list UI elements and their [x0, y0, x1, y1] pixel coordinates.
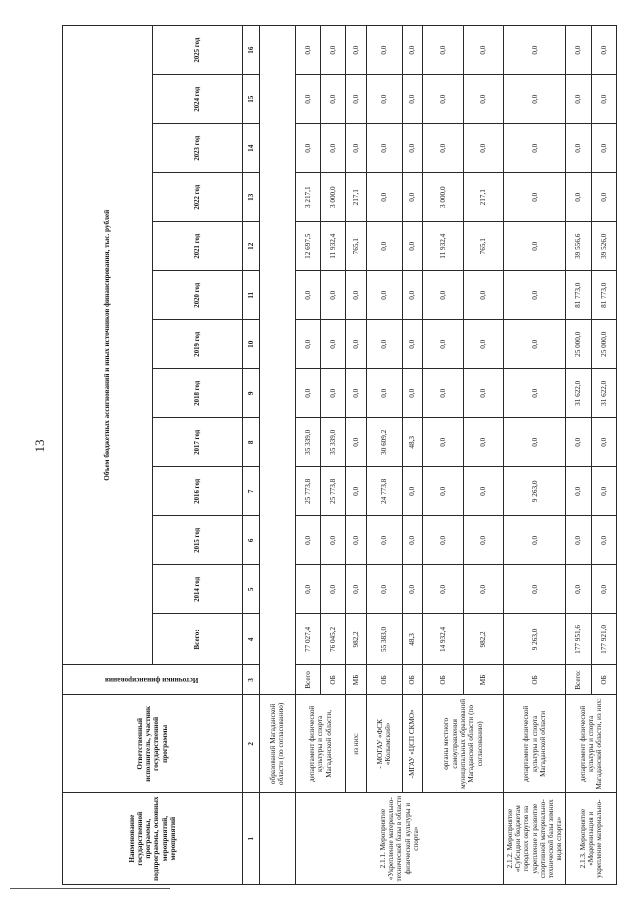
header-total: Всего: — [152, 614, 242, 665]
year-value-cell: 0,0 — [591, 124, 616, 173]
header-year: 2021 год — [152, 222, 242, 271]
year-value-cell: 0,0 — [402, 516, 423, 565]
table-row — [566, 26, 591, 885]
year-value-cell: 0,0 — [295, 516, 320, 565]
year-value-cell: 0,0 — [463, 467, 503, 516]
year-value-cell: 0,0 — [566, 565, 591, 614]
executor-cell: департамент физической культуры и спорта Магаданской области — [504, 695, 566, 793]
year-value-cell: 217,1 — [463, 173, 503, 222]
year-value-cell: 0,0 — [423, 418, 463, 467]
year-value-cell: 0,0 — [366, 26, 402, 75]
year-value-cell: 0,0 — [321, 271, 346, 320]
year-value-cell: 25 773,8 — [295, 467, 320, 516]
year-value-cell: 0,0 — [423, 565, 463, 614]
year-value-cell: 0,0 — [321, 320, 346, 369]
table-row — [346, 26, 367, 885]
table-row — [402, 26, 423, 885]
year-value-cell: 765,1 — [346, 222, 367, 271]
year-value-cell: 0,0 — [402, 75, 423, 124]
year-value-cell: 0,0 — [423, 271, 463, 320]
source-cell: ОБ — [423, 665, 463, 695]
year-value-cell: 0,0 — [423, 75, 463, 124]
year-value-cell: 0,0 — [566, 516, 591, 565]
year-value-cell: 0,0 — [402, 26, 423, 75]
source-cell: Всего: — [566, 665, 591, 695]
year-value-cell: 0,0 — [321, 75, 346, 124]
year-value-cell: 31 622,0 — [591, 369, 616, 418]
column-number: 9 — [242, 369, 259, 418]
year-value-cell: 0,0 — [591, 565, 616, 614]
year-value-cell: 0,0 — [504, 271, 566, 320]
year-value-cell: 0,0 — [366, 75, 402, 124]
year-value-cell: 0,0 — [366, 173, 402, 222]
total-value-cell: 177 921,0 — [591, 614, 616, 665]
year-value-cell: 0,0 — [591, 467, 616, 516]
year-value-cell: 0,0 — [402, 173, 423, 222]
table-row — [423, 26, 463, 885]
executor-cell: департамент физической культуры и спорта Магаданской области, — [295, 695, 346, 793]
year-value-cell: 0,0 — [504, 26, 566, 75]
header-year: 2014 год — [152, 565, 242, 614]
year-value-cell: 0,0 — [346, 271, 367, 320]
executor-cell: образований Магаданской области (по согласованию) — [259, 695, 295, 793]
year-value-cell: 0,0 — [504, 369, 566, 418]
source-cell: Всего — [295, 665, 320, 695]
year-value-cell: 0,0 — [423, 26, 463, 75]
year-value-cell: 3 000,0 — [423, 173, 463, 222]
executor-cell: - МОГАУ «ФСК «Колымский» — [366, 695, 402, 793]
year-value-cell: 0,0 — [295, 320, 320, 369]
year-value-cell: 0,0 — [463, 418, 503, 467]
year-value-cell: 11 932,4 — [321, 222, 346, 271]
year-value-cell: 0,0 — [366, 222, 402, 271]
year-value-cell: 217,1 — [346, 173, 367, 222]
total-value-cell: 982,2 — [346, 614, 367, 665]
header-year: 2020 год — [152, 271, 242, 320]
year-value-cell: 0,0 — [321, 26, 346, 75]
year-value-cell: 0,0 — [423, 124, 463, 173]
column-number: 6 — [242, 516, 259, 565]
header-year: 2017 год — [152, 418, 242, 467]
year-value-cell: 0,0 — [402, 124, 423, 173]
column-number: 15 — [242, 75, 259, 124]
header-source: Источники финансирования — [63, 665, 243, 695]
program-name-cell: 2.1.1. Мероприятие «Укрепление материально-технической базы в области физической культуры и спорта» — [295, 793, 504, 885]
year-value-cell: 0,0 — [463, 369, 503, 418]
header-year: 2019 год — [152, 320, 242, 369]
year-value-cell: 0,0 — [366, 271, 402, 320]
year-value-cell: 0,0 — [321, 124, 346, 173]
year-value-cell: 0,0 — [591, 516, 616, 565]
year-value-cell: 3 000,0 — [321, 173, 346, 222]
year-value-cell: 12 697,5 — [295, 222, 320, 271]
total-value-cell: 48,3 — [402, 614, 423, 665]
year-value-cell: 0,0 — [346, 516, 367, 565]
financing-table — [62, 25, 617, 885]
total-value-cell: 77 027,4 — [295, 614, 320, 665]
column-number: 10 — [242, 320, 259, 369]
table-row — [366, 26, 402, 885]
year-value-cell: 39 526,0 — [591, 222, 616, 271]
year-value-cell: 0,0 — [504, 222, 566, 271]
footer-rule — [10, 888, 170, 889]
year-value-cell: 0,0 — [504, 124, 566, 173]
total-value-cell: 55 383,0 — [366, 614, 402, 665]
year-value-cell: 0,0 — [591, 418, 616, 467]
column-number: 13 — [242, 173, 259, 222]
year-value-cell: 0,0 — [402, 222, 423, 271]
source-cell: ОБ — [591, 665, 616, 695]
year-value-cell: 0,0 — [463, 320, 503, 369]
year-value-cell: 0,0 — [295, 271, 320, 320]
year-value-cell: 0,0 — [504, 173, 566, 222]
year-value-cell: 0,0 — [321, 369, 346, 418]
page-number: 13 — [32, 439, 47, 453]
table-row — [295, 26, 320, 885]
year-value-cell: 0,0 — [346, 75, 367, 124]
column-number-row — [242, 26, 259, 885]
header-year: 2022 год — [152, 173, 242, 222]
year-value-cell: 0,0 — [346, 320, 367, 369]
column-number: 3 — [242, 665, 259, 695]
year-value-cell: 81 773,0 — [591, 271, 616, 320]
year-value-cell: 0,0 — [402, 369, 423, 418]
year-value-cell: 0,0 — [566, 75, 591, 124]
year-value-cell: 0,0 — [463, 565, 503, 614]
year-value-cell: 0,0 — [346, 124, 367, 173]
year-value-cell: 0,0 — [566, 418, 591, 467]
year-value-cell: 0,0 — [504, 516, 566, 565]
header-year: 2015 год — [152, 516, 242, 565]
year-value-cell: 11 932,4 — [423, 222, 463, 271]
year-value-cell: 0,0 — [504, 75, 566, 124]
year-value-cell: 0,0 — [346, 369, 367, 418]
year-value-cell: 0,0 — [504, 418, 566, 467]
year-value-cell: 0,0 — [566, 173, 591, 222]
year-value-cell: 0,0 — [295, 26, 320, 75]
year-value-cell: 25 000,0 — [591, 320, 616, 369]
column-number: 4 — [242, 614, 259, 665]
year-value-cell: 25 773,8 — [321, 467, 346, 516]
year-value-cell: 0,0 — [566, 124, 591, 173]
year-value-cell: 30 609,2 — [366, 418, 402, 467]
year-value-cell: 0,0 — [295, 565, 320, 614]
column-number: 16 — [242, 26, 259, 75]
year-value-cell: 0,0 — [402, 565, 423, 614]
year-value-cell: 0,0 — [295, 369, 320, 418]
year-value-cell: 0,0 — [463, 26, 503, 75]
year-value-cell: 0,0 — [463, 75, 503, 124]
executor-cell: органы местного самоуправления муниципальных образований Магаданской области (по согласованию) — [423, 695, 504, 793]
year-value-cell: 48,3 — [402, 418, 423, 467]
year-value-cell: 0,0 — [366, 565, 402, 614]
year-value-cell: 0,0 — [321, 516, 346, 565]
program-name-cell: 2.1.3. Мероприятие «Модернизация и укрепление материально- — [566, 793, 617, 885]
year-value-cell: 0,0 — [591, 173, 616, 222]
total-value-cell: 76 045,2 — [321, 614, 346, 665]
year-value-cell: 9 263,0 — [504, 467, 566, 516]
total-value-cell: 14 932,4 — [423, 614, 463, 665]
year-value-cell: 0,0 — [321, 565, 346, 614]
year-value-cell: 0,0 — [591, 26, 616, 75]
year-value-cell: 0,0 — [566, 26, 591, 75]
year-value-cell: 0,0 — [366, 516, 402, 565]
header-year: 2016 год — [152, 467, 242, 516]
year-value-cell: 0,0 — [402, 320, 423, 369]
year-value-cell: 0,0 — [402, 467, 423, 516]
source-cell: ОБ — [504, 665, 566, 695]
year-value-cell: 0,0 — [366, 369, 402, 418]
year-value-cell: 35 339,0 — [295, 418, 320, 467]
year-value-cell: 0,0 — [295, 75, 320, 124]
table-row — [504, 26, 566, 885]
header-year: 2024 год — [152, 75, 242, 124]
executor-cell: из них: — [346, 695, 367, 793]
header-year: 2018 год — [152, 369, 242, 418]
header-year: 2023 год — [152, 124, 242, 173]
year-value-cell: 0,0 — [295, 124, 320, 173]
header-year: 2025 год — [152, 26, 242, 75]
year-value-cell: 765,1 — [463, 222, 503, 271]
column-number: 7 — [242, 467, 259, 516]
year-value-cell: 0,0 — [504, 565, 566, 614]
source-cell: ОБ — [321, 665, 346, 695]
total-value-cell: 177 951,6 — [566, 614, 591, 665]
year-value-cell: 25 000,0 — [566, 320, 591, 369]
column-number: 5 — [242, 565, 259, 614]
program-name-cell: 2.1.2. Мероприятие «Субсидии бюджетам городских округов на укрепление и развитие спортивной материально-технической базы зимних видов спорта» — [504, 793, 566, 885]
header-program-name: Наименование государственной программы, подпрограммы, основных мероприятий, мероприятий — [63, 793, 243, 885]
column-number: 8 — [242, 418, 259, 467]
executor-cell: департамент физической культуры и спорта Магаданской области, из них: — [566, 695, 617, 793]
year-value-cell: 0,0 — [366, 320, 402, 369]
column-number: 2 — [242, 695, 259, 793]
year-value-cell: 3 217,1 — [295, 173, 320, 222]
year-value-cell: 31 622,0 — [566, 369, 591, 418]
year-value-cell: 24 773,8 — [366, 467, 402, 516]
year-value-cell: 0,0 — [346, 26, 367, 75]
source-cell: МБ — [463, 665, 503, 695]
year-value-cell: 0,0 — [346, 467, 367, 516]
header-volume: Объем бюджетных ассигнований и иных источников финансирования, тыс. рублей — [63, 26, 153, 666]
column-number: 14 — [242, 124, 259, 173]
column-number: 11 — [242, 271, 259, 320]
year-value-cell: 0,0 — [346, 565, 367, 614]
source-cell: ОБ — [402, 665, 423, 695]
total-value-cell: 9 263,0 — [504, 614, 566, 665]
column-number: 1 — [242, 793, 259, 885]
year-value-cell: 0,0 — [463, 516, 503, 565]
rotated-page-content — [62, 25, 617, 885]
year-value-cell: 0,0 — [423, 369, 463, 418]
year-value-cell: 0,0 — [423, 516, 463, 565]
executor-cell: -МГАУ «ЦСП СКМО» — [402, 695, 423, 793]
year-value-cell: 0,0 — [591, 75, 616, 124]
header-row-1 — [63, 26, 153, 885]
year-value-cell: 0,0 — [366, 124, 402, 173]
year-value-cell: 0,0 — [566, 467, 591, 516]
source-cell: МБ — [346, 665, 367, 695]
year-value-cell: 81 773,0 — [566, 271, 591, 320]
column-number: 12 — [242, 222, 259, 271]
year-value-cell: 0,0 — [423, 320, 463, 369]
year-value-cell: 0,0 — [346, 418, 367, 467]
source-cell: ОБ — [366, 665, 402, 695]
year-value-cell: 0,0 — [463, 271, 503, 320]
year-value-cell: 0,0 — [423, 467, 463, 516]
year-value-cell: 0,0 — [504, 320, 566, 369]
total-value-cell: 982,2 — [463, 614, 503, 665]
year-value-cell: 35 339,0 — [321, 418, 346, 467]
year-value-cell: 0,0 — [463, 124, 503, 173]
table-row — [259, 26, 295, 885]
year-value-cell: 0,0 — [402, 271, 423, 320]
header-executor: Ответственный исполнитель, участник государственной программы — [63, 695, 243, 793]
year-value-cell: 39 556,6 — [566, 222, 591, 271]
